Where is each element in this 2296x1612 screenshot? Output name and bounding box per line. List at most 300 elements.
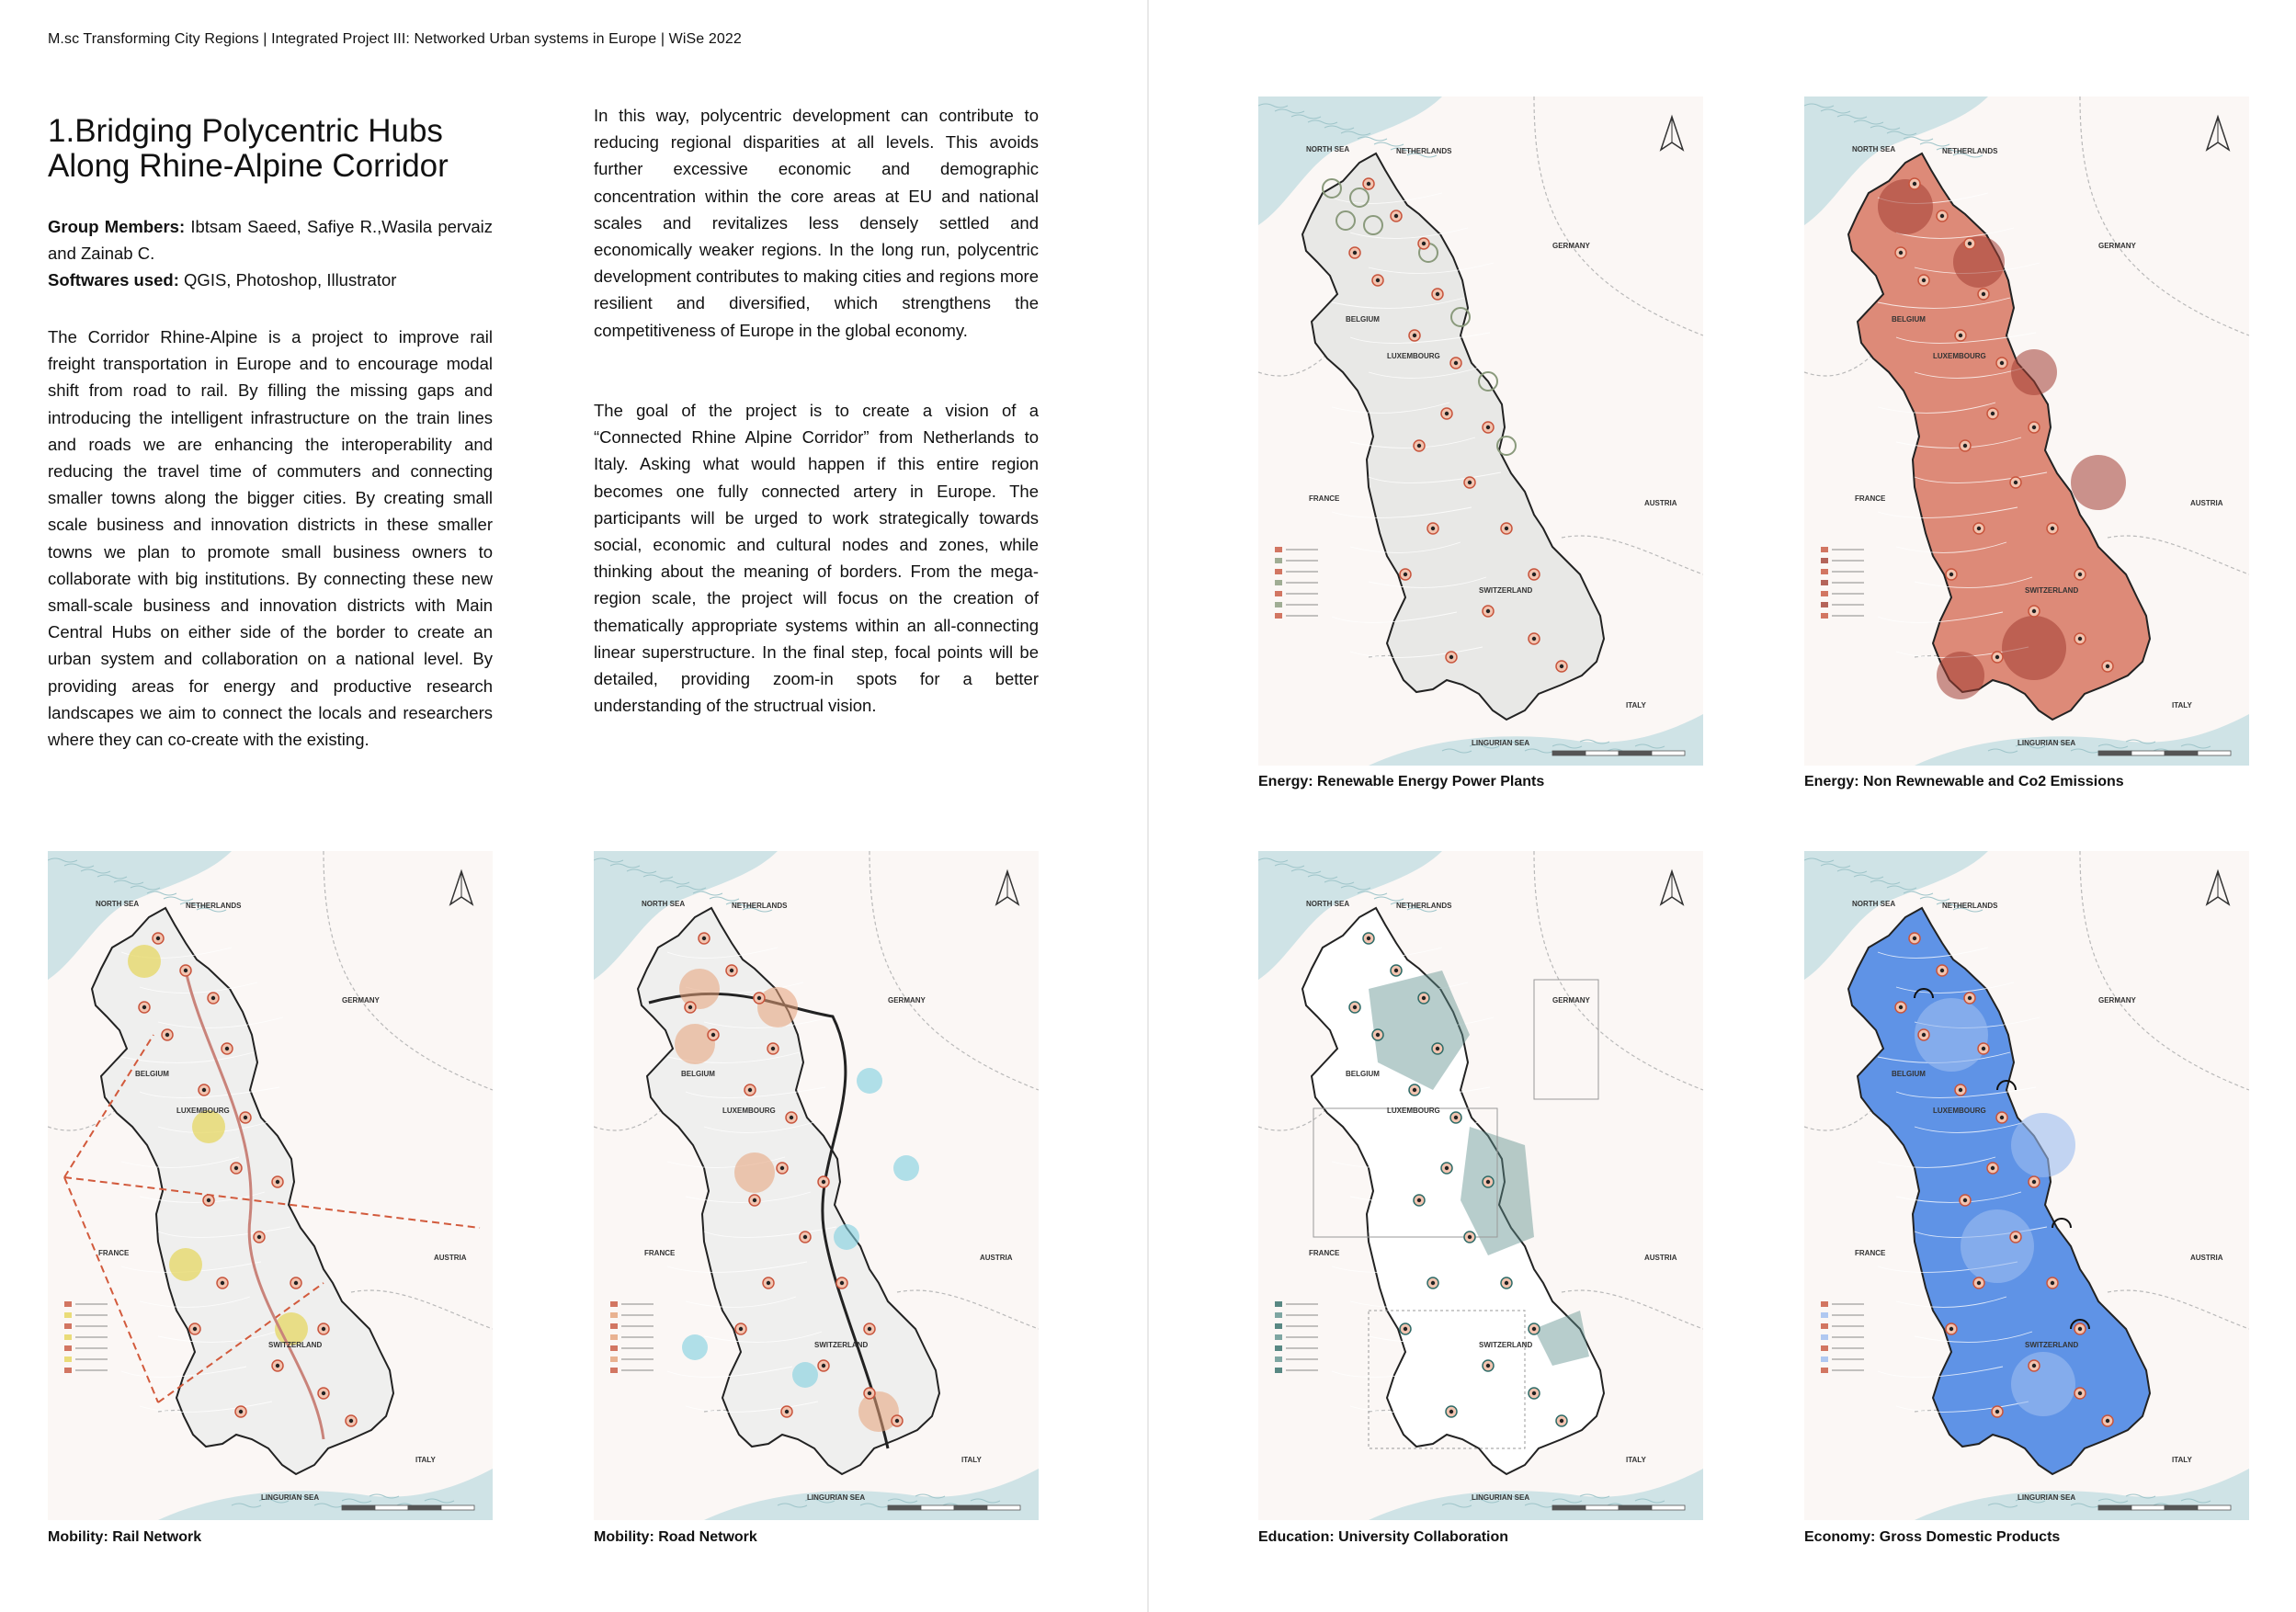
settlement-dot <box>1404 573 1407 576</box>
settlement-dot <box>165 1033 169 1037</box>
settlement-dot <box>1353 1005 1357 1009</box>
title-line-2: Along Rhine-Alpine Corridor <box>48 148 449 184</box>
electrification-node <box>893 1155 919 1181</box>
map-label-italy: ITALY <box>2172 1456 2192 1464</box>
map-label-luxembourg: LUXEMBOURG <box>1933 352 1986 360</box>
settlement-dot <box>1922 1033 1926 1037</box>
map-label-switzerland: SWITZERLAND <box>268 1341 323 1349</box>
group-members-label: Group Members: <box>48 217 186 236</box>
scale-bar-segment <box>2131 1505 2165 1510</box>
settlement-dot <box>1982 292 1985 296</box>
settlement-dot <box>244 1116 247 1119</box>
map-label-north-sea: NORTH SEA <box>96 900 140 908</box>
settlement-dot <box>234 1166 238 1170</box>
scale-bar-segment <box>2098 751 2131 755</box>
legend-swatch <box>1275 580 1282 585</box>
caption-energy-non-renewable: Energy: Non Rewnewable and Co2 Emissions <box>1804 774 2124 789</box>
scale-bar-segment <box>1586 751 1619 755</box>
settlement-dot <box>1449 1410 1453 1413</box>
scale-bar-segment <box>441 1505 474 1510</box>
settlement-dot <box>739 1327 743 1331</box>
map-label-ligurian-sea: LINGURIAN SEA <box>2018 1493 2076 1502</box>
peak-hour-congestion <box>734 1152 775 1193</box>
settlement-dot <box>2051 527 2054 530</box>
settlement-dot <box>730 969 733 972</box>
legend-swatch <box>64 1345 72 1351</box>
scale-bar <box>888 1505 1020 1510</box>
legend-swatch <box>1821 580 1828 585</box>
polycentric-paragraph: In this way, polycentric development can contribute to reducing regional disparities at all levels. This avoids further excessive economic and demographic concentration within the core areas at EU and national scales and revitalizes less densely settled and economically weaker regions. In the long run, polycentric development contributes to making cities and regions more resilient and diversified, which strengthens the competitiveness of Europe in the global economy. <box>594 106 1039 340</box>
settlement-dot <box>822 1364 825 1368</box>
settlement-dot <box>349 1419 353 1423</box>
caption-energy-renewable: Energy: Renewable Energy Power Plants <box>1258 774 1545 789</box>
scale-bar-segment <box>2165 1505 2198 1510</box>
map-label-germany: GERMANY <box>342 996 380 1005</box>
caption-mobility-road: Mobility: Road Network <box>594 1529 757 1545</box>
settlement-dot <box>1404 1327 1407 1331</box>
legend-swatch <box>64 1301 72 1307</box>
settlement-dot <box>1449 655 1453 659</box>
scale-bar-segment <box>2198 751 2231 755</box>
group-members-value: Ibtsam Saeed, Safiye R.,Wasila pervaiz and Zainab C. <box>48 217 493 263</box>
legend-swatch <box>1821 613 1828 619</box>
settlement-dot <box>780 1166 784 1170</box>
settlement-dot <box>1417 1198 1421 1202</box>
map-label-austria: AUSTRIA <box>434 1254 467 1262</box>
emission-zone <box>1953 236 2005 288</box>
settlement-dot <box>1486 609 1490 613</box>
legend-swatch <box>1821 1301 1828 1307</box>
scale-bar-segment <box>375 1505 408 1510</box>
map-label-ligurian-sea: LINGURIAN SEA <box>807 1493 866 1502</box>
settlement-dot <box>1367 937 1370 940</box>
map-label-france: FRANCE <box>644 1249 676 1257</box>
settlement-dot <box>2051 1281 2054 1285</box>
settlement-dot <box>1445 412 1449 415</box>
settlement-dot <box>193 1327 197 1331</box>
legend-swatch <box>1275 547 1282 552</box>
legend-swatch <box>1821 547 1828 552</box>
electrification-node <box>857 1068 882 1094</box>
scale-bar-segment <box>1552 1505 1586 1510</box>
settlement-dot <box>785 1410 789 1413</box>
legend-swatch <box>1275 602 1282 607</box>
settlement-dot <box>1940 969 1944 972</box>
settlement-dot <box>1959 334 1962 337</box>
map-label-ligurian-sea: LINGURIAN SEA <box>1472 739 1530 747</box>
settlement-dot <box>1991 1166 1995 1170</box>
electrification-node <box>834 1224 859 1250</box>
settlement-dot <box>757 996 761 1000</box>
map-label-netherlands: NETHERLANDS <box>1942 902 1998 910</box>
settlement-dot <box>822 1180 825 1184</box>
settlement-dot <box>868 1391 871 1395</box>
settlement-dot <box>1913 182 1916 186</box>
settlement-dot <box>257 1235 261 1239</box>
emission-zone <box>2002 616 2066 680</box>
settlement-dot <box>1922 278 1926 282</box>
legend-swatch <box>1821 1357 1828 1362</box>
map-label-north-sea: NORTH SEA <box>1306 145 1350 153</box>
map-label-north-sea: NORTH SEA <box>642 900 686 908</box>
settlement-dot <box>1353 251 1357 255</box>
map-label-luxembourg: LUXEMBOURG <box>1933 1107 1986 1115</box>
settlement-dot <box>1376 278 1380 282</box>
legend-swatch <box>1275 1301 1282 1307</box>
legend-swatch <box>1821 1312 1828 1318</box>
settlement-dot <box>753 1198 756 1202</box>
legend-swatch <box>64 1357 72 1362</box>
map-label-germany: GERMANY <box>2098 996 2136 1005</box>
scale-bar-segment <box>1619 1505 1652 1510</box>
settlement-dot <box>895 1419 899 1423</box>
settlement-dot <box>322 1327 325 1331</box>
map-svg <box>1258 96 1703 766</box>
scale-bar-segment <box>1652 1505 1685 1510</box>
settlement-dot <box>225 1047 229 1050</box>
settlement-dot <box>1968 996 1972 1000</box>
legend-swatch <box>610 1345 618 1351</box>
map-label-germany: GERMANY <box>2098 242 2136 250</box>
settlement-dot <box>2106 1419 2109 1423</box>
map-mobility-rail <box>48 851 493 1520</box>
map-svg <box>1804 96 2249 766</box>
caption-economy-gdp: Economy: Gross Domestic Products <box>1804 1529 2061 1545</box>
scale-bar <box>342 1505 474 1510</box>
legend-swatch <box>610 1357 618 1362</box>
settlement-dot <box>1532 1327 1536 1331</box>
legend-swatch <box>64 1323 72 1329</box>
settlement-dot <box>1394 969 1398 972</box>
peak-hour-congestion <box>675 1024 715 1064</box>
scale-bar <box>2098 751 2231 755</box>
map-label-austria: AUSTRIA <box>2190 1254 2223 1262</box>
software-label: Softwares used: <box>48 270 179 289</box>
legend-swatch <box>1821 602 1828 607</box>
settlement-dot <box>322 1391 325 1395</box>
left-page <box>0 0 1147 1612</box>
legend-swatch <box>1275 1323 1282 1329</box>
scale-bar-segment <box>954 1505 987 1510</box>
settlement-dot <box>1991 412 1995 415</box>
scale-bar-segment <box>2165 751 2198 755</box>
settlement-dot <box>702 937 706 940</box>
settlement-dot <box>294 1281 298 1285</box>
map-label-ligurian-sea: LINGURIAN SEA <box>2018 739 2076 747</box>
settlement-dot <box>276 1180 279 1184</box>
settlement-dot <box>1486 1180 1490 1184</box>
settlement-dot <box>1899 1005 1903 1009</box>
map-label-switzerland: SWITZERLAND <box>814 1341 869 1349</box>
map-label-france: FRANCE <box>98 1249 130 1257</box>
map-education-university <box>1258 851 1703 1520</box>
settlement-dot <box>1940 214 1944 218</box>
settlement-dot <box>1959 1088 1962 1092</box>
legend-swatch <box>1821 569 1828 574</box>
map-label-germany: GERMANY <box>888 996 926 1005</box>
settlement-dot <box>2014 1235 2018 1239</box>
settlement-dot <box>2032 1364 2036 1368</box>
settlement-dot <box>2078 573 2082 576</box>
settlement-dot <box>1445 1166 1449 1170</box>
settlement-dot <box>1422 242 1426 245</box>
settlement-dot <box>2000 361 2004 365</box>
settlement-dot <box>1505 1281 1508 1285</box>
legend-swatch <box>1821 1323 1828 1329</box>
map-label-switzerland: SWITZERLAND <box>1479 1341 1533 1349</box>
map-label-belgium: BELGIUM <box>1892 1070 1926 1078</box>
intro-paragraph: The Corridor Rhine-Alpine is a project to improve rail freight transportation in Europe and to encourage modal shift from road to rail. By filling the missing gaps and introducing the intelligent infrastructure on the train lines and roads we are enhancing the interoperability and reducing the travel time of commuters and connecting smaller towns along the bigger cities. By creating small scale business and innovation districts in these smaller towns we plan to promote small business owners to collaborate with big institutions. By connecting these new small-scale business and innovation districts with Main Central Hubs on either side of the border to create an urban system and collaboration on a national level. By providing areas for energy and productive research landscapes we aim to connect the locals and researchers where they can co-create with the existing. <box>48 327 493 750</box>
scale-bar <box>2098 1505 2231 1510</box>
settlement-dot <box>1995 655 1999 659</box>
map-label-france: FRANCE <box>1309 1249 1340 1257</box>
map-label-netherlands: NETHERLANDS <box>1396 147 1452 155</box>
emission-zone <box>2071 455 2126 510</box>
settlement-dot <box>748 1088 752 1092</box>
legend-swatch <box>64 1368 72 1373</box>
map-label-ligurian-sea: LINGURIAN SEA <box>1472 1493 1530 1502</box>
legend-swatch <box>1275 569 1282 574</box>
scale-bar-segment <box>888 1505 921 1510</box>
legend-swatch <box>1821 1345 1828 1351</box>
settlement-dot <box>1982 1047 1985 1050</box>
map-label-austria: AUSTRIA <box>980 1254 1013 1262</box>
settlement-dot <box>1436 1047 1439 1050</box>
map-label-italy: ITALY <box>415 1456 436 1464</box>
title-line-1: 1.Bridging Polycentric Hubs <box>48 113 443 149</box>
settlement-dot <box>1394 214 1398 218</box>
map-label-belgium: BELGIUM <box>1346 1070 1380 1078</box>
map-svg <box>594 851 1039 1520</box>
scale-bar <box>1552 1505 1685 1510</box>
settlement-dot <box>156 937 160 940</box>
settlement-dot <box>767 1281 770 1285</box>
settlement-dot <box>2000 1116 2004 1119</box>
map-label-luxembourg: LUXEMBOURG <box>722 1107 776 1115</box>
settlement-dot <box>1899 251 1903 255</box>
gdp-zone <box>1961 1209 2034 1283</box>
settlement-dot <box>688 1005 692 1009</box>
page-header: M.sc Transforming City Regions | Integrated Project III: Networked Urban systems in Europe | WiSe 2022 <box>48 31 742 47</box>
settlement-dot <box>868 1327 871 1331</box>
settlement-dot <box>2078 1327 2082 1331</box>
settlement-dot <box>1413 334 1416 337</box>
settlement-dot <box>840 1281 844 1285</box>
map-label-north-sea: NORTH SEA <box>1306 900 1350 908</box>
settlement-dot <box>1367 182 1370 186</box>
legend-swatch <box>1275 1368 1282 1373</box>
settlement-dot <box>2032 426 2036 429</box>
scale-bar-segment <box>2131 751 2165 755</box>
legend-swatch <box>610 1301 618 1307</box>
settlement-dot <box>2014 481 2018 484</box>
settlement-dot <box>2106 664 2109 668</box>
electrification-node <box>682 1334 708 1360</box>
legend-swatch <box>1275 558 1282 563</box>
scale-bar-segment <box>1619 751 1652 755</box>
caption-mobility-rail: Mobility: Rail Network <box>48 1529 202 1545</box>
settlement-dot <box>184 969 188 972</box>
gdp-zone <box>2011 1113 2075 1177</box>
settlement-dot <box>2032 1180 2036 1184</box>
caption-education-university: Education: University Collaboration <box>1258 1529 1509 1545</box>
settlement-dot <box>1486 426 1490 429</box>
map-label-germany: GERMANY <box>1552 996 1590 1005</box>
legend-swatch <box>1821 558 1828 563</box>
map-energy-renewable <box>1258 96 1703 766</box>
legend-swatch <box>1275 1357 1282 1362</box>
legend-swatch <box>1275 613 1282 619</box>
map-label-france: FRANCE <box>1309 494 1340 503</box>
goal-paragraph: The goal of the project is to create a vision of a “Connected Rhine Alpine Corridor” from Netherlands to Italy. Asking what would happen if this entire region becomes one fully connected artery in Europe. The participants will be urged to work strategically towards social, economic and cultural nodes and zones, while thinking about the meaning of borders. From the mega-region scale, the project will focus on the creation of thematically appropriate systems within an all-connecting linear superstructure. In the final step, focal points will be detailed, providing zoom-in spots for a better understanding of the structrual vision. <box>594 401 1039 716</box>
speed-hub <box>128 945 161 978</box>
settlement-dot <box>1532 1391 1536 1395</box>
settlement-dot <box>1436 292 1439 296</box>
peak-hour-congestion <box>757 987 798 1027</box>
gdp-zone <box>2011 1352 2075 1416</box>
settlement-dot <box>1486 1364 1490 1368</box>
map-label-north-sea: NORTH SEA <box>1852 145 1896 153</box>
map-label-italy: ITALY <box>1626 701 1646 710</box>
settlement-dot <box>207 1198 210 1202</box>
map-label-switzerland: SWITZERLAND <box>1479 586 1533 595</box>
settlement-dot <box>1454 361 1458 365</box>
settlement-dot <box>1560 1419 1563 1423</box>
settlement-dot <box>790 1116 793 1119</box>
map-label-north-sea: NORTH SEA <box>1852 900 1896 908</box>
speed-hub <box>169 1248 202 1281</box>
scale-bar-segment <box>1552 751 1586 755</box>
settlement-dot <box>221 1281 224 1285</box>
map-label-austria: AUSTRIA <box>2190 499 2223 507</box>
speed-hub <box>192 1110 225 1143</box>
legend-swatch <box>1821 1334 1828 1340</box>
settlement-dot <box>142 1005 146 1009</box>
settlement-dot <box>1560 664 1563 668</box>
map-label-belgium: BELGIUM <box>1892 315 1926 324</box>
legend-swatch <box>610 1312 618 1318</box>
scale-bar-segment <box>408 1505 441 1510</box>
settlement-dot <box>771 1047 775 1050</box>
emission-zone <box>1937 652 1984 699</box>
settlement-dot <box>1968 242 1972 245</box>
peak-hour-congestion <box>679 969 720 1009</box>
scale-bar <box>1552 751 1685 755</box>
settlement-dot <box>1454 1116 1458 1119</box>
map-mobility-road <box>594 851 1039 1520</box>
map-label-belgium: BELGIUM <box>681 1070 715 1078</box>
settlement-dot <box>1505 527 1508 530</box>
map-svg <box>1804 851 2249 1520</box>
legend-swatch <box>610 1368 618 1373</box>
map-label-belgium: BELGIUM <box>135 1070 169 1078</box>
map-label-netherlands: NETHERLANDS <box>1942 147 1998 155</box>
settlement-dot <box>1422 996 1426 1000</box>
settlement-dot <box>1995 1410 1999 1413</box>
settlement-dot <box>202 1088 206 1092</box>
settlement-dot <box>1417 444 1421 448</box>
settlement-dot <box>1963 444 1967 448</box>
map-label-ligurian-sea: LINGURIAN SEA <box>261 1493 320 1502</box>
settlement-dot <box>239 1410 243 1413</box>
peak-hour-congestion <box>858 1391 899 1432</box>
settlement-dot <box>1376 1033 1380 1037</box>
settlement-dot <box>1913 937 1916 940</box>
settlement-dot <box>211 996 215 1000</box>
settlement-dot <box>1977 527 1981 530</box>
legend-swatch <box>64 1312 72 1318</box>
map-energy-non-renewable <box>1804 96 2249 766</box>
map-economy-gdp <box>1804 851 2249 1520</box>
map-label-netherlands: NETHERLANDS <box>732 902 788 910</box>
emission-zone <box>1878 179 1933 234</box>
settlement-dot <box>1413 1088 1416 1092</box>
project-meta <box>48 213 493 293</box>
settlement-dot <box>1532 637 1536 641</box>
scale-bar-segment <box>921 1505 954 1510</box>
map-label-germany: GERMANY <box>1552 242 1590 250</box>
settlement-dot <box>1532 573 1536 576</box>
map-label-italy: ITALY <box>2172 701 2192 710</box>
map-label-austria: AUSTRIA <box>1644 499 1677 507</box>
emission-zone <box>2011 349 2057 395</box>
map-label-italy: ITALY <box>961 1456 982 1464</box>
map-svg <box>1258 851 1703 1520</box>
legend-swatch <box>64 1334 72 1340</box>
map-label-france: FRANCE <box>1855 494 1886 503</box>
legend-swatch <box>1821 1368 1828 1373</box>
software-value: QGIS, Photoshop, Illustrator <box>178 270 397 289</box>
settlement-dot <box>1949 573 1953 576</box>
scale-bar-segment <box>1586 1505 1619 1510</box>
legend-swatch <box>1275 1334 1282 1340</box>
scale-bar-segment <box>1652 751 1685 755</box>
map-label-switzerland: SWITZERLAND <box>2025 1341 2079 1349</box>
legend-swatch <box>1275 591 1282 596</box>
settlement-dot <box>1977 1281 1981 1285</box>
settlement-dot <box>1431 527 1435 530</box>
legend-swatch <box>1275 1312 1282 1318</box>
legend-swatch <box>1275 1345 1282 1351</box>
electrification-node <box>792 1362 818 1388</box>
map-label-netherlands: NETHERLANDS <box>1396 902 1452 910</box>
scale-bar-segment <box>2198 1505 2231 1510</box>
legend-swatch <box>610 1323 618 1329</box>
map-svg <box>48 851 493 1520</box>
settlement-dot <box>2078 1391 2082 1395</box>
map-label-luxembourg: LUXEMBOURG <box>176 1107 230 1115</box>
map-label-france: FRANCE <box>1855 1249 1886 1257</box>
settlement-dot <box>1431 1281 1435 1285</box>
settlement-dot <box>803 1235 807 1239</box>
map-label-luxembourg: LUXEMBOURG <box>1387 352 1440 360</box>
right-page <box>1149 0 2296 1612</box>
scale-bar-segment <box>2098 1505 2131 1510</box>
map-label-luxembourg: LUXEMBOURG <box>1387 1107 1440 1115</box>
legend-swatch <box>610 1334 618 1340</box>
map-label-austria: AUSTRIA <box>1644 1254 1677 1262</box>
scale-bar-segment <box>987 1505 1020 1510</box>
settlement-dot <box>1468 481 1472 484</box>
scale-bar-segment <box>342 1505 375 1510</box>
map-label-netherlands: NETHERLANDS <box>186 902 242 910</box>
page-title <box>48 114 507 184</box>
settlement-dot <box>711 1033 715 1037</box>
map-label-italy: ITALY <box>1626 1456 1646 1464</box>
settlement-dot <box>276 1364 279 1368</box>
settlement-dot <box>1963 1198 1967 1202</box>
settlement-dot <box>2032 609 2036 613</box>
